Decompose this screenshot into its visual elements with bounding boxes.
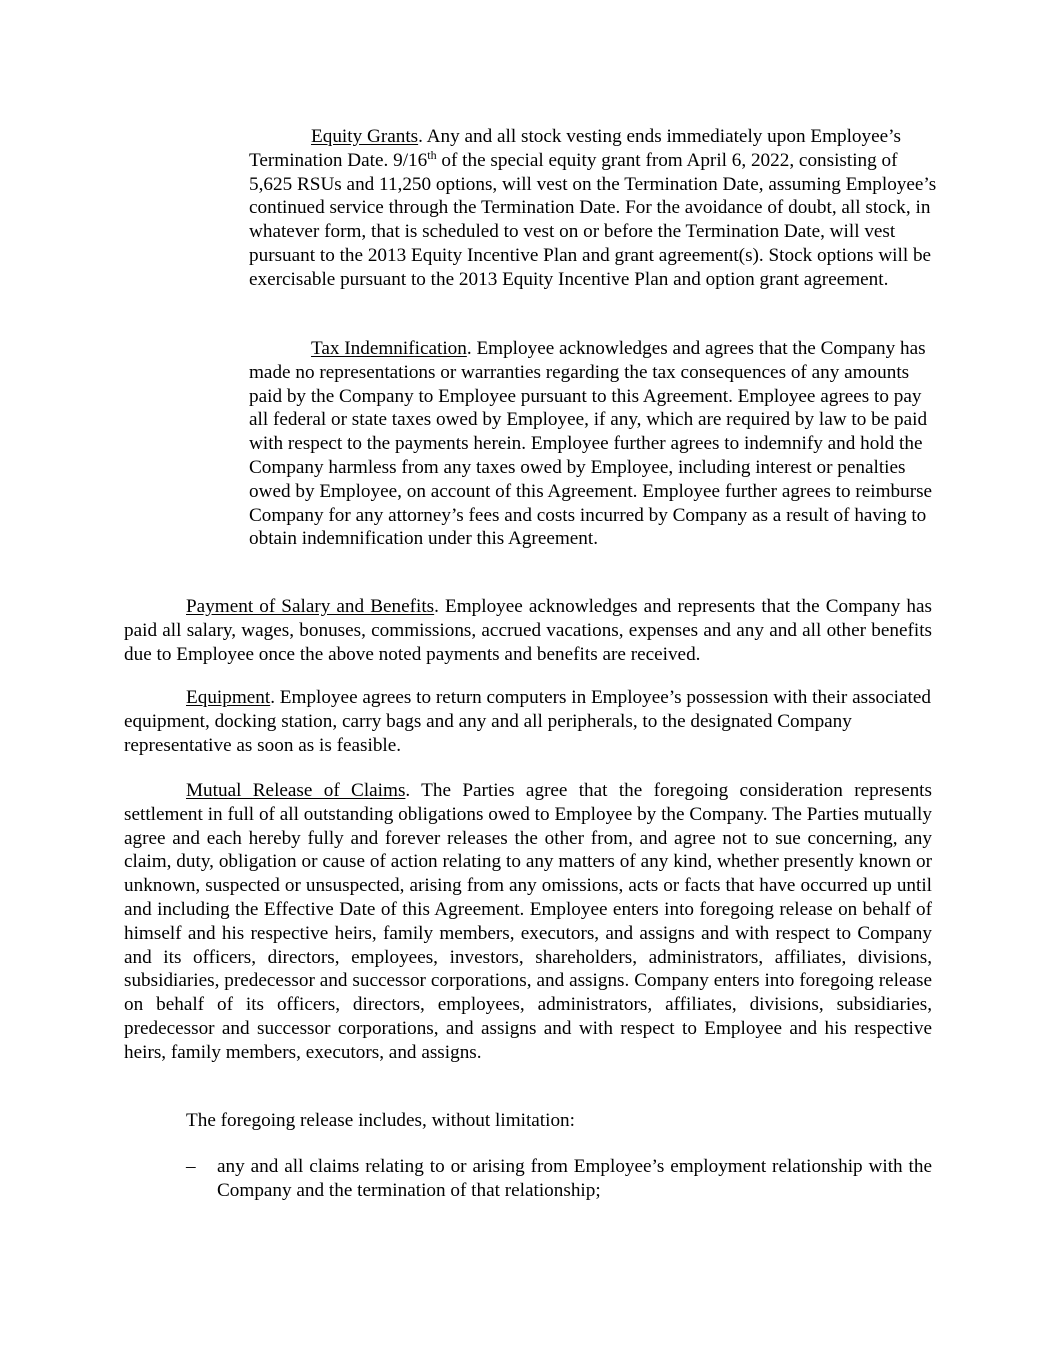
tax-indemnification-paragraph [249, 337, 939, 551]
release-intro-paragraph [124, 1109, 932, 1133]
mutual-release-paragraph [124, 779, 932, 1065]
list-dash-marker: – [186, 1156, 196, 1177]
release-intro-text: The foregoing release includes, without limitation: [186, 1110, 575, 1131]
mutual-release-heading: Mutual Release of Claims [186, 780, 406, 801]
equipment-heading: Equipment [186, 687, 271, 708]
equity-grants-paragraph [249, 125, 939, 292]
payment-salary-text: . Employee acknowledges and represents that the Company has paid all salary, wages, bonuses, commissions, accrued vacations, expenses and any and all other benefits due to Employee once the above noted payments and benefits are received. [124, 596, 932, 665]
equipment-paragraph [124, 686, 932, 757]
mutual-release-text: . The Parties agree that the foregoing consideration represents settlement in full of all outstanding obligations owed to Employee by the Company. The Parties mutually agree and each hereby fully and forever releases the other from, and agree not to sue concerning, any claim, duty, obligation or cause of action relating to any matters of any kind, whether presently known or unknown, suspected or unsuspected, arising from any omissions, acts or facts that have occurred up until and including the Effective Date of this Agreement. Employee enters into foregoing release on behalf of himself and his respective heirs, family members, executors, and assigns and with respect to Company and its officers, directors, employees, investors, shareholders, administrators, affiliates, divisions, subsidiaries, predecessor and successor corporations, and assigns. Company enters into foregoing release on behalf of its officers, directors, employees, administrators, affiliates, divisions, subsidiaries, predecessor and successor corporations, and assigns and with respect to Employee and his respective heirs, family members, executors, and assigns. [124, 780, 932, 1063]
payment-salary-heading: Payment of Salary and Benefits [186, 596, 435, 617]
equipment-text: . Employee agrees to return computers in Employee’s possession with their associated equipment, docking station, carry bags and any and all peripherals, to the designated Company representative as soon as is feasible. [124, 687, 931, 756]
equity-grants-text-b: of the special equity grant from April 6, 2022, consisting of 5,625 RSUs and 11,250 options, will vest on the Termination Date, assuming Employee’s continued service through the Termination Date. For the avoidance of doubt, all stock, in whatever form, that is scheduled to vest on or before the Termination Date, will vest pursuant to the 2013 Equity Incentive Plan and grant agreement(s). Stock options will be exercisable pursuant to the 2013 Equity Incentive Plan and option grant agreement. [249, 149, 937, 290]
equity-grants-text-a: . Any and all stock vesting ends immediately upon Employee’s Termination Date. 9/16 [249, 126, 901, 171]
tax-indemnification-heading: Tax Indemnification [311, 338, 467, 359]
payment-salary-paragraph [124, 595, 932, 666]
tax-indemnification-text: . Employee acknowledges and agrees that the Company has made no representations or warranties regarding the tax consequences of any amounts paid by the Company to Employee pursuant to this Agreement. Employee agrees to pay all federal or state taxes owed by Employee, if any, which are required by law to be paid with respect to the payments herein. Employee further agrees to indemnify and hold the Company harmless from any taxes owed by Employee, including interest or penalties owed by Employee, on account of this Agreement. Employee further agrees to reimburse Company for any attorney’s fees and costs incurred by Company as a result of having to obtain indemnification under this Agreement. [249, 338, 933, 550]
equity-grants-superscript: th [427, 147, 437, 162]
equity-grants-heading: Equity Grants [311, 126, 419, 147]
release-list-item-text: any and all claims relating to or arising from Employee’s employment relationship with the Company and the termination of that relationship; [217, 1156, 932, 1201]
